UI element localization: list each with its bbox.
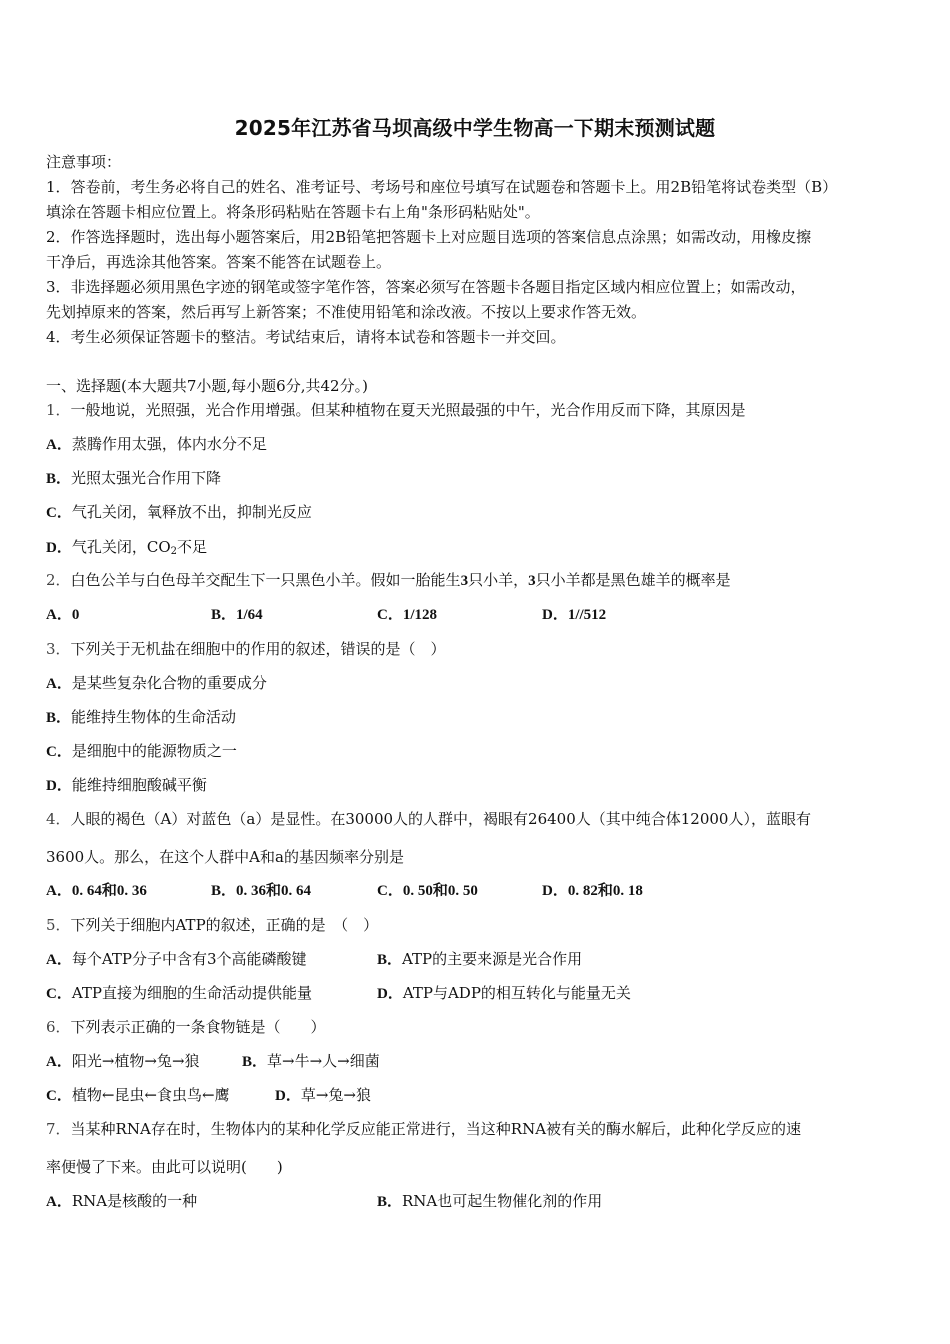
notice-line: 干净后，再选涂其他答案。答案不能答在试题卷上。 — [46, 253, 392, 271]
question-number: 3． — [46, 640, 71, 658]
question-number: 2． — [46, 571, 71, 589]
notice-block — [46, 150, 906, 350]
q6-option-d: D．草→兔→狼 — [275, 1086, 371, 1104]
question-4-stem-line-2: 3600人。那么，在这个人群中A和a的基因频率分别是 — [46, 848, 404, 866]
q5-option-a: A．每个ATP分子中含有3个高能磷酸键 — [46, 950, 307, 968]
question-7-stem-line-1: 7．当某种RNA存在时，生物体内的某种化学反应能正常进行，当这种RNA被有关的酶水解后，此种化学反应的速 — [46, 1120, 802, 1138]
question-number: 4． — [46, 810, 71, 828]
q2-option-a: A．0 — [46, 607, 80, 623]
section-heading: 一、选择题(本大题共7小题,每小题6分,共42分。) — [46, 377, 368, 395]
question-number: 1． — [46, 401, 71, 419]
q7-option-b: B．RNA也可起生物催化剂的作用 — [377, 1192, 603, 1210]
q3-option-a: A．是某些复杂化合物的重要成分 — [46, 674, 267, 692]
notice-line: 4．考生必须保证答题卡的整洁。考试结束后，请将本试卷和答题卡一并交回。 — [46, 328, 566, 346]
question-number: 6． — [46, 1018, 71, 1036]
q7-option-a: A．RNA是核酸的一种 — [46, 1192, 198, 1210]
q6-option-b: B．草→牛→人→细菌 — [242, 1052, 380, 1070]
q4-option-b: B．0. 36和0. 64 — [211, 883, 312, 899]
q4-option-a: A．0. 64和0. 36 — [46, 883, 147, 899]
q3-option-c: C．是细胞中的能源物质之一 — [46, 742, 237, 760]
question-number: 7． — [46, 1120, 71, 1138]
q2-option-c: C．1/128 — [377, 607, 438, 623]
q3-option-d: D．能维持细胞酸碱平衡 — [46, 776, 207, 794]
q1-option-c: C．气孔关闭，氧释放不出，抑制光反应 — [46, 503, 312, 521]
q2-option-d: D．1//512 — [542, 607, 607, 623]
q5-option-d: D．ATP与ADP的相互转化与能量无关 — [377, 984, 631, 1002]
question-4-stem-line-1: 4．人眼的褐色（A）对蓝色（a）是显性。在30000人的人群中，褐眼有26400人（其中纯合体12000人），蓝眼有 — [46, 810, 811, 828]
notice-line: 先划掉原来的答案，然后再写上新答案；不准使用铅笔和涂改液。不按以上要求作答无效。 — [46, 303, 647, 321]
q2-option-b: B．1/64 — [211, 607, 263, 623]
q4-option-d: D．0. 82和0. 18 — [542, 883, 643, 899]
question-7-stem-line-2: 率便慢了下来。由此可以说明( ) — [46, 1158, 283, 1176]
question-5-stem: 5．下列关于细胞内ATP的叙述，正确的是 （ ） — [46, 916, 379, 934]
q1-option-a: A．蒸腾作用太强，体内水分不足 — [46, 435, 267, 453]
q6-option-a: A．阳光→植物→兔→狼 — [46, 1052, 200, 1070]
page-title: 2025年江苏省马坝高级中学生物高一下期末预测试题 — [234, 116, 716, 140]
q5-option-c: C．ATP直接为细胞的生命活动提供能量 — [46, 984, 312, 1002]
q1-option-b: B．光照太强光合作用下降 — [46, 469, 222, 487]
q1-option-d: D．气孔关闭，$CO_2$不足 — [46, 538, 208, 557]
question-2-stem: 2．白色公羊与白色母羊交配生下一只黑色小羊。假如一胎能生3只小羊，3只小羊都是黑色雄羊的概率是 — [46, 571, 731, 589]
notice-line: 3．非选择题必须用黑色字迹的钢笔或签字笔作答，答案必须写在答题卡各题目指定区域内相应位置上；如需改动， — [46, 278, 806, 296]
question-3-stem: 3．下列关于无机盐在细胞中的作用的叙述，错误的是（ ） — [46, 640, 446, 658]
question-1-stem: 1．一般地说，光照强，光合作用增强。但某种植物在夏天光照最强的中午，光合作用反而下降，其原因是 — [46, 401, 746, 419]
notice-line: 1．答卷前，考生务必将自己的姓名、准考证号、考场号和座位号填写在试题卷和答题卡上。用2B铅笔将试卷类型（B） — [46, 178, 838, 196]
q3-option-b: B．能维持生物体的生命活动 — [46, 708, 237, 726]
notice-line: 填涂在答题卡相应位置上。将条形码粘贴在答题卡右上角"条形码粘贴处"。 — [46, 203, 540, 221]
question-number: 5． — [46, 916, 71, 934]
q6-option-c: C．植物←昆虫←食虫鸟←鹰 — [46, 1086, 230, 1104]
q5-option-b: B．ATP的主要来源是光合作用 — [377, 950, 583, 968]
q4-option-c: C．0. 50和0. 50 — [377, 883, 478, 899]
notice-heading: 注意事项： — [46, 153, 122, 171]
notice-line: 2．作答选择题时，选出每小题答案后，用2B铅笔把答题卡上对应题目选项的答案信息点涂黑；如需改动，用橡皮擦 — [46, 228, 812, 246]
question-6-stem: 6．下列表示正确的一条食物链是（ ） — [46, 1018, 326, 1036]
